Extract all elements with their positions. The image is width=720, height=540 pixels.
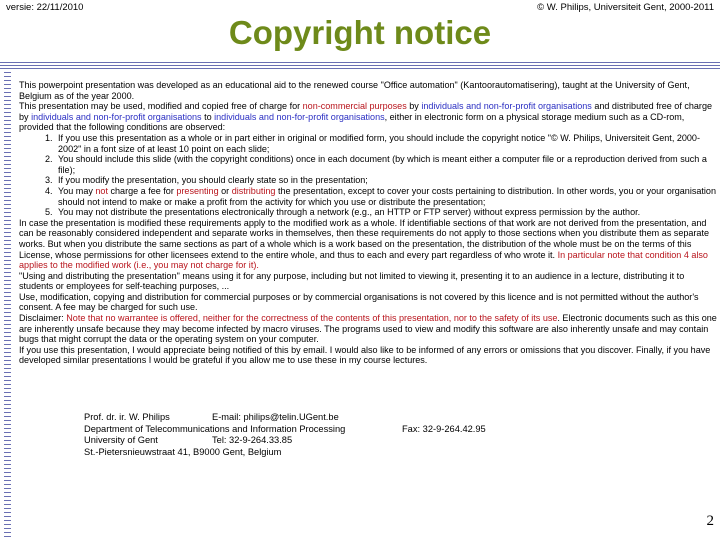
- contact-email: E-mail: philips@telin.UGent.be: [212, 412, 339, 422]
- condition-item: 5. You may not distribute the presentations electronically through a network (e.g., an HTTP or FTP server) without express permission by the author.: [55, 207, 719, 218]
- copyright-header: © W. Philips, Universiteit Gent, 2000-2011: [537, 2, 714, 13]
- usage-paragraph: This presentation may be used, modified and copied free of charge for non-commercial purposes by individuals and non-for-profit organisations and distributed free of charge by individuals and non-for-profit organisations to individuals and non-for-profit organisations, either in electronic form on a physical storage medium such as a CD-rom, provided that the following conditions are observed:: [19, 101, 713, 133]
- condition-item: 4. You may not charge a fee for presenting or distributing the presentation, except to cover your costs pertaining to distribution. In other words, you or your organisation should not intend to make or make a profit from the activity for which you use or distribute the presentation;: [55, 186, 719, 207]
- contact-university: University of Gent: [84, 435, 158, 445]
- commercial-paragraph: Use, modification, copying and distribution for commercial purposes or by commercial organisations is not covered by this licence and is not permitted without the author's consent. A fee may be charged for such use.: [19, 291, 699, 313]
- contact-block: [84, 412, 684, 458]
- intro-paragraph: This powerpoint presentation was developed as an educational aid to the renewed course "Office automation" (Kantoorautomatisering), taught at the University of Gent, Belgium as of the year 2000.: [19, 80, 690, 101]
- conditions-list: [19, 133, 719, 218]
- contact-department: Department of Telecommunications and Information Processing: [84, 423, 346, 434]
- contact-phone: Tel: 32-9-264.33.85: [212, 435, 293, 445]
- version-date: versie: 22/11/2010: [6, 2, 84, 13]
- contact-name: Prof. dr. ir. W. Philips: [84, 412, 170, 422]
- condition-item: 2. You should include this slide (with the copyright conditions) once in each document (by which is meant either a computer file or a reproduction derived from such a file);: [55, 154, 719, 175]
- modification-paragraph: In case the presentation is modified these requirements apply to the modified work as a whole. If identifiable sections of that work are not derived from the presentation, and can be reasonably considered independent and separate works in themselves, then these requirements do not apply to those sections when you distribute them as separate works. But when you distribute the same sections as part of a whole which is a work based on the presentation, the distribution of the whole must be on the terms of this License, whose permissions for other licensees extend to the entire whole, and thus to each and every part regardless of who wrote it. In particular note that condition 4 also applies to the modified work (i.e., you may not charge for it).: [19, 217, 709, 271]
- contact-address: St.-Pietersnieuwstraat 41, B9000 Gent, Belgium: [84, 446, 282, 457]
- notification-paragraph: If you use this presentation, I would appreciate being notified of this by email. I would also like to be informed of any errors or omissions that you discover. Finally, if you have developed similar presentations I would be grateful if you allow me to use these in my course lectures.: [19, 344, 711, 366]
- disclaimer-paragraph: Disclaimer: Note that no warrantee is offered, neither for the correctness of the contents of this presentation, nor to the safety of its use. Electronic documents such as this one are inherently unsafe because they may become infected by macro viruses. The programs used to view and modify this software are also inherently unsafe and may contain bugs that might corrupt the data or the operating system on your computer.: [19, 313, 717, 345]
- decorative-side-bar: [4, 72, 11, 537]
- definition-paragraph: "Using and distributing the presentation" means using it for any purpose, including but not limited to viewing it, presenting it to an audience in a lecture, distributing it to students or employees for self-teaching purposes, ...: [19, 270, 685, 292]
- decorative-stripes: [0, 62, 720, 70]
- condition-item: 1. If you use this presentation as a whole or in part either in original or modified form, you should include the copyright notice "© W. Philips, Universiteit Gent, 2000-2002" in a font size of at least 10 point on each slide;: [55, 133, 719, 154]
- page-number: 2: [706, 513, 714, 529]
- condition-item: 3. If you modify the presentation, you should clearly state so in the presentation;: [55, 175, 719, 186]
- contact-fax: Fax: 32-9-264.42.95: [402, 423, 486, 434]
- slide-body: [19, 80, 719, 366]
- slide-title: Copyright notice: [228, 14, 492, 51]
